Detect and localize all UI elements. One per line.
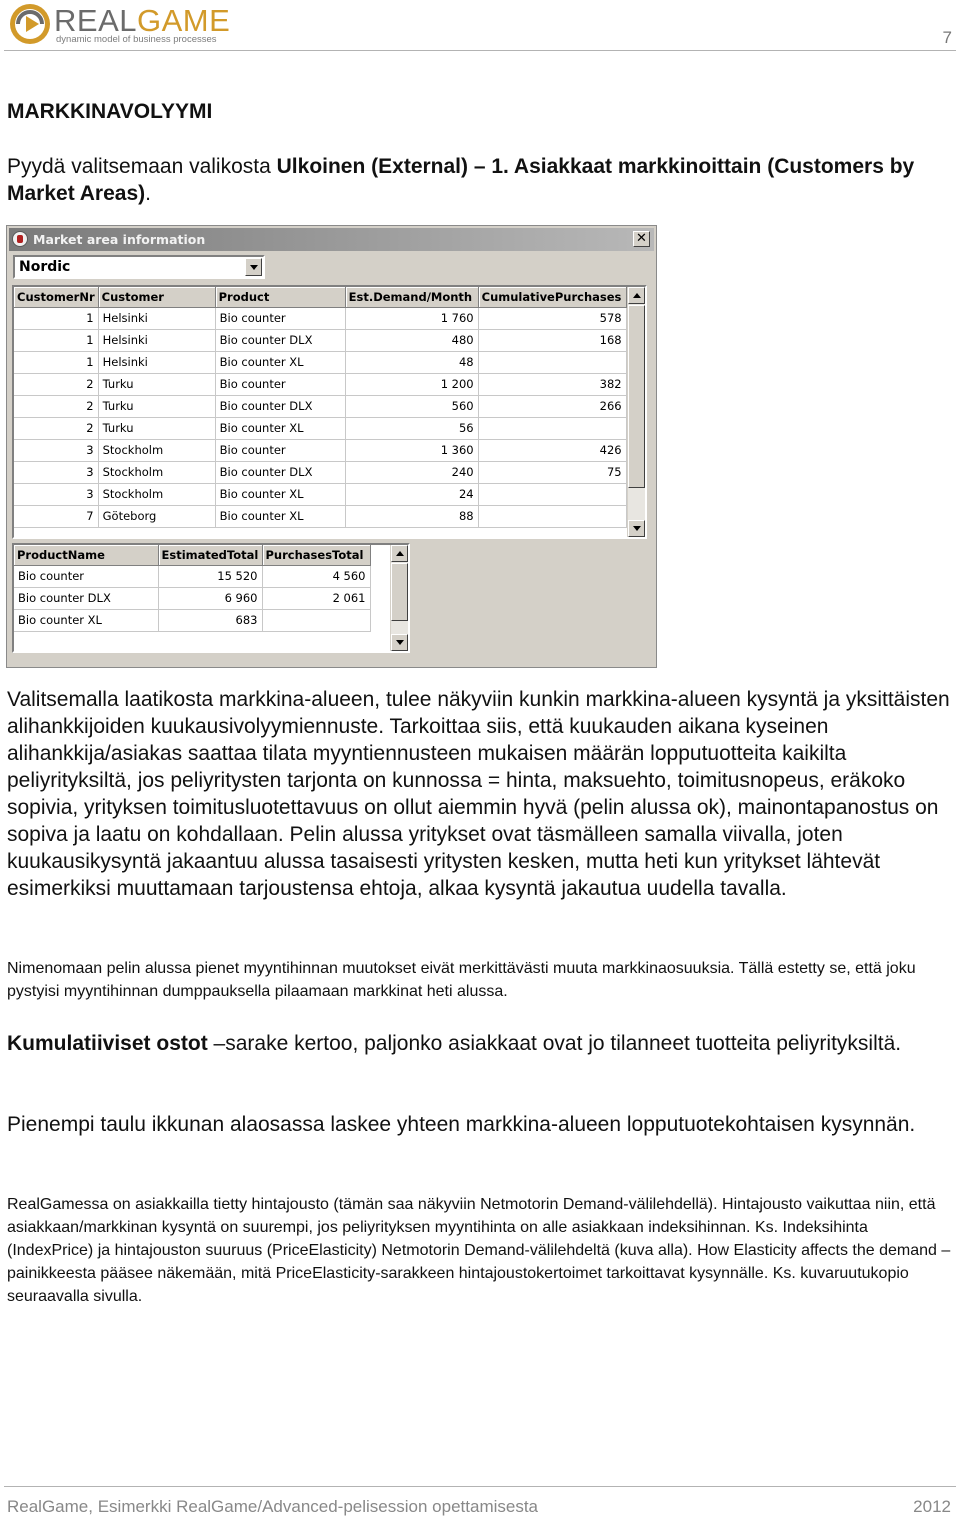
page-number: 7 xyxy=(942,28,952,47)
products-column-header[interactable]: EstimatedTotal xyxy=(158,545,262,565)
products-row[interactable] xyxy=(14,609,370,631)
dropdown-arrow-icon[interactable] xyxy=(245,258,262,276)
intro-paragraph: Pyydä valitsemaan valikosta Ulkoinen (External) – 1. Asiakkaat markkinoittain (Customers by Market Areas). xyxy=(7,155,915,205)
customers-cell: 2 xyxy=(14,417,98,439)
customers-cell: Turku xyxy=(98,417,215,439)
customers-cell xyxy=(478,505,626,527)
cumulative-purchases-paragraph: Kumulatiiviset ostot –sarake kertoo, paljonko asiakkaat ovat jo tilanneet tuotteita peliyrityksiltä. xyxy=(7,1032,902,1055)
customers-cell: 578 xyxy=(478,307,626,329)
products-cell: 683 xyxy=(158,609,262,631)
footer-title: RealGame, Esimerkki RealGame/Advanced-pelisession opettamisesta xyxy=(7,1497,539,1516)
realgame-logo xyxy=(8,2,248,46)
customers-cell: Bio counter XL xyxy=(215,417,345,439)
customers-cell: 426 xyxy=(478,439,626,461)
customers-cell: 1 xyxy=(14,351,98,373)
customers-cell: 2 xyxy=(14,373,98,395)
products-cell: Bio counter xyxy=(14,565,158,587)
customers-cell: Helsinki xyxy=(98,307,215,329)
products-cell: 4 560 xyxy=(262,565,370,587)
logo-emblem-icon xyxy=(8,2,52,46)
products-row[interactable] xyxy=(14,587,370,609)
customers-cell: 560 xyxy=(345,395,478,417)
customers-row[interactable] xyxy=(14,373,626,395)
customers-cell: Bio counter XL xyxy=(215,505,345,527)
market-share-note: Nimenomaan pelin alussa pienet myyntihinnan muutokset eivät merkittävästi muuta markkinaosuuksia. Tällä estetty se, että joku pystyisi myyntihinnan dumppauksella pilaamaan markkinat heti alussa. xyxy=(7,960,916,1000)
customers-row[interactable] xyxy=(14,505,626,527)
customers-cell: Bio counter xyxy=(215,373,345,395)
customers-cell xyxy=(478,351,626,373)
customers-cell: 7 xyxy=(14,505,98,527)
customers-row[interactable] xyxy=(14,307,626,329)
footer-divider xyxy=(4,1486,956,1487)
customers-cell: Bio counter DLX xyxy=(215,461,345,483)
products-cell xyxy=(262,609,370,631)
customers-row[interactable] xyxy=(14,461,626,483)
logo-tagline: dynamic model of business processes xyxy=(56,34,217,45)
customers-cell: 3 xyxy=(14,439,98,461)
customers-cell: 382 xyxy=(478,373,626,395)
footer-year: 2012 xyxy=(913,1497,951,1516)
customers-cell: 88 xyxy=(345,505,478,527)
products-table xyxy=(14,545,371,632)
customers-row[interactable] xyxy=(14,439,626,461)
market-area-window xyxy=(6,225,657,668)
customers-cell: 480 xyxy=(345,329,478,351)
customers-cell: Bio counter xyxy=(215,307,345,329)
customers-column-header[interactable]: CustomerNr xyxy=(14,287,98,307)
customers-cell: 48 xyxy=(345,351,478,373)
customers-row[interactable] xyxy=(14,395,626,417)
scroll-up-icon[interactable] xyxy=(391,545,408,562)
customers-cell: 168 xyxy=(478,329,626,351)
customers-cell: 1 200 xyxy=(345,373,478,395)
scroll-thumb[interactable] xyxy=(628,305,645,488)
customers-column-header[interactable]: Product xyxy=(215,287,345,307)
scroll-down-icon[interactable] xyxy=(628,520,645,537)
customers-cell: Bio counter DLX xyxy=(215,329,345,351)
customers-cell: 2 xyxy=(14,395,98,417)
customers-cell: Turku xyxy=(98,395,215,417)
products-column-header[interactable]: PurchasesTotal xyxy=(262,545,370,565)
customers-cell: 3 xyxy=(14,483,98,505)
scroll-thumb[interactable] xyxy=(391,563,408,621)
customers-column-header[interactable]: Customer xyxy=(98,287,215,307)
customers-cell: 266 xyxy=(478,395,626,417)
products-scrollbar[interactable] xyxy=(390,545,408,651)
customers-row[interactable] xyxy=(14,329,626,351)
scroll-down-icon[interactable] xyxy=(391,634,408,651)
products-cell: 2 061 xyxy=(262,587,370,609)
customers-column-header[interactable]: Est.Demand/Month xyxy=(345,287,478,307)
demand-explanation-paragraph: Valitsemalla laatikosta markkina-alueen, tulee näkyviin kunkin markkina-alueen kysyntä ja yksittäisten alihankkijoiden kuukausivolyymiennuste. Tarkoittaa siis, että kuukauden aikana kyseinen alihankkija/asiakas saattaa tilata myyntiennusteen mukaisen määrän lopputuotteita kaikilta peliyrityksiltä, jos peliyritysten tarjonta on kunnossa = hinta, maksuehto, toimitusnopeus, eräkoko sopivia, yrityksen toimitusluotettavuus on ollut aiemmin hyvä (pelin alussa ok), mainontapanostus on sopiva ja laatu on kohdallaan. Pelin alussa yritykset ovat täsmälleen samalla viivalla, joten kuukausikysyntä jakaantuu alussa tasaisesti yritysten kesken, mutta heti kun yritykset lähtevät esimerkiksi muuttamaan tarjoustensa ehtoja, alkaa kysyntä jakautua uudella tavalla. xyxy=(7,688,950,900)
customers-row[interactable] xyxy=(14,351,626,373)
customers-cell: Bio counter XL xyxy=(215,483,345,505)
price-elasticity-paragraph: RealGamessa on asiakkailla tietty hintajousto (tämän saa näkyviin Netmotorin Demand-välilehdellä). Hintajousto vaikuttaa niin, että asiakkaan/markkinan kysyntä on suurempi, jos peliyrityksen myyntihinta on alle asiakkaan indeksihinnan. Ks. Indeksihinta (IndexPrice) ja hintajouston suuruus (PriceElasticity) Netmotorin Demand-välilehdeltä (kuva alla). How Elasticity affects the demand –painikkeesta pääsee näkemään, mitä PriceElasticity-sarakkeen hintajoustokertoimet tarkoittavat kysynnälle. Ks. kuvaruutukopio seuraavalla sivulla. xyxy=(7,1196,951,1305)
products-cell: 15 520 xyxy=(158,565,262,587)
products-cell: Bio counter XL xyxy=(14,609,158,631)
products-grid[interactable] xyxy=(12,543,410,653)
customers-table xyxy=(14,287,627,528)
customers-cell: 3 xyxy=(14,461,98,483)
customers-cell: 1 xyxy=(14,307,98,329)
customers-scrollbar[interactable] xyxy=(627,287,645,537)
menu-path-emphasis: Ulkoinen (External) – 1. Asiakkaat markkinoittain (Customers by Market Areas) xyxy=(7,155,915,205)
customers-cell: Stockholm xyxy=(98,483,215,505)
header-divider xyxy=(4,50,956,51)
scroll-up-icon[interactable] xyxy=(628,287,645,304)
customers-cell: 56 xyxy=(345,417,478,439)
customers-row[interactable] xyxy=(14,417,626,439)
customers-cell: Bio counter XL xyxy=(215,351,345,373)
customers-cell: Turku xyxy=(98,373,215,395)
customers-cell: 1 760 xyxy=(345,307,478,329)
customers-cell: Helsinki xyxy=(98,351,215,373)
customers-cell: 1 xyxy=(14,329,98,351)
market-area-value: Nordic xyxy=(19,259,71,275)
customers-cell: 1 360 xyxy=(345,439,478,461)
customers-cell: Bio counter DLX xyxy=(215,395,345,417)
products-column-header[interactable]: ProductName xyxy=(14,545,158,565)
cumulative-purchases-term: Kumulatiiviset ostot xyxy=(7,1032,208,1055)
products-cell: Bio counter DLX xyxy=(14,587,158,609)
customers-cell: 24 xyxy=(345,483,478,505)
market-area-select[interactable] xyxy=(13,255,265,279)
lower-table-paragraph: Pienempi taulu ikkunan alaosassa laskee yhteen markkina-alueen lopputuotekohtaisen kysynnän. xyxy=(7,1113,916,1136)
window-title: Market area information xyxy=(33,232,206,247)
products-cell: 6 960 xyxy=(158,587,262,609)
customers-cell: Stockholm xyxy=(98,461,215,483)
customers-cell: Stockholm xyxy=(98,439,215,461)
customers-cell xyxy=(478,483,626,505)
products-row[interactable] xyxy=(14,565,370,587)
customers-cell: Göteborg xyxy=(98,505,215,527)
customers-cell: Helsinki xyxy=(98,329,215,351)
logo-wordmark: REALGAME xyxy=(54,3,231,38)
customers-cell: 75 xyxy=(478,461,626,483)
customers-row[interactable] xyxy=(14,483,626,505)
close-icon[interactable]: ✕ xyxy=(633,231,650,247)
window-title-bar xyxy=(9,228,654,251)
customers-grid[interactable] xyxy=(12,285,647,539)
customers-cell: Bio counter xyxy=(215,439,345,461)
customers-cell xyxy=(478,417,626,439)
customers-cell: 240 xyxy=(345,461,478,483)
app-icon xyxy=(12,231,28,247)
customers-column-header[interactable]: CumulativePurchases xyxy=(478,287,626,307)
section-heading: MARKKINAVOLYYMI xyxy=(7,100,213,123)
